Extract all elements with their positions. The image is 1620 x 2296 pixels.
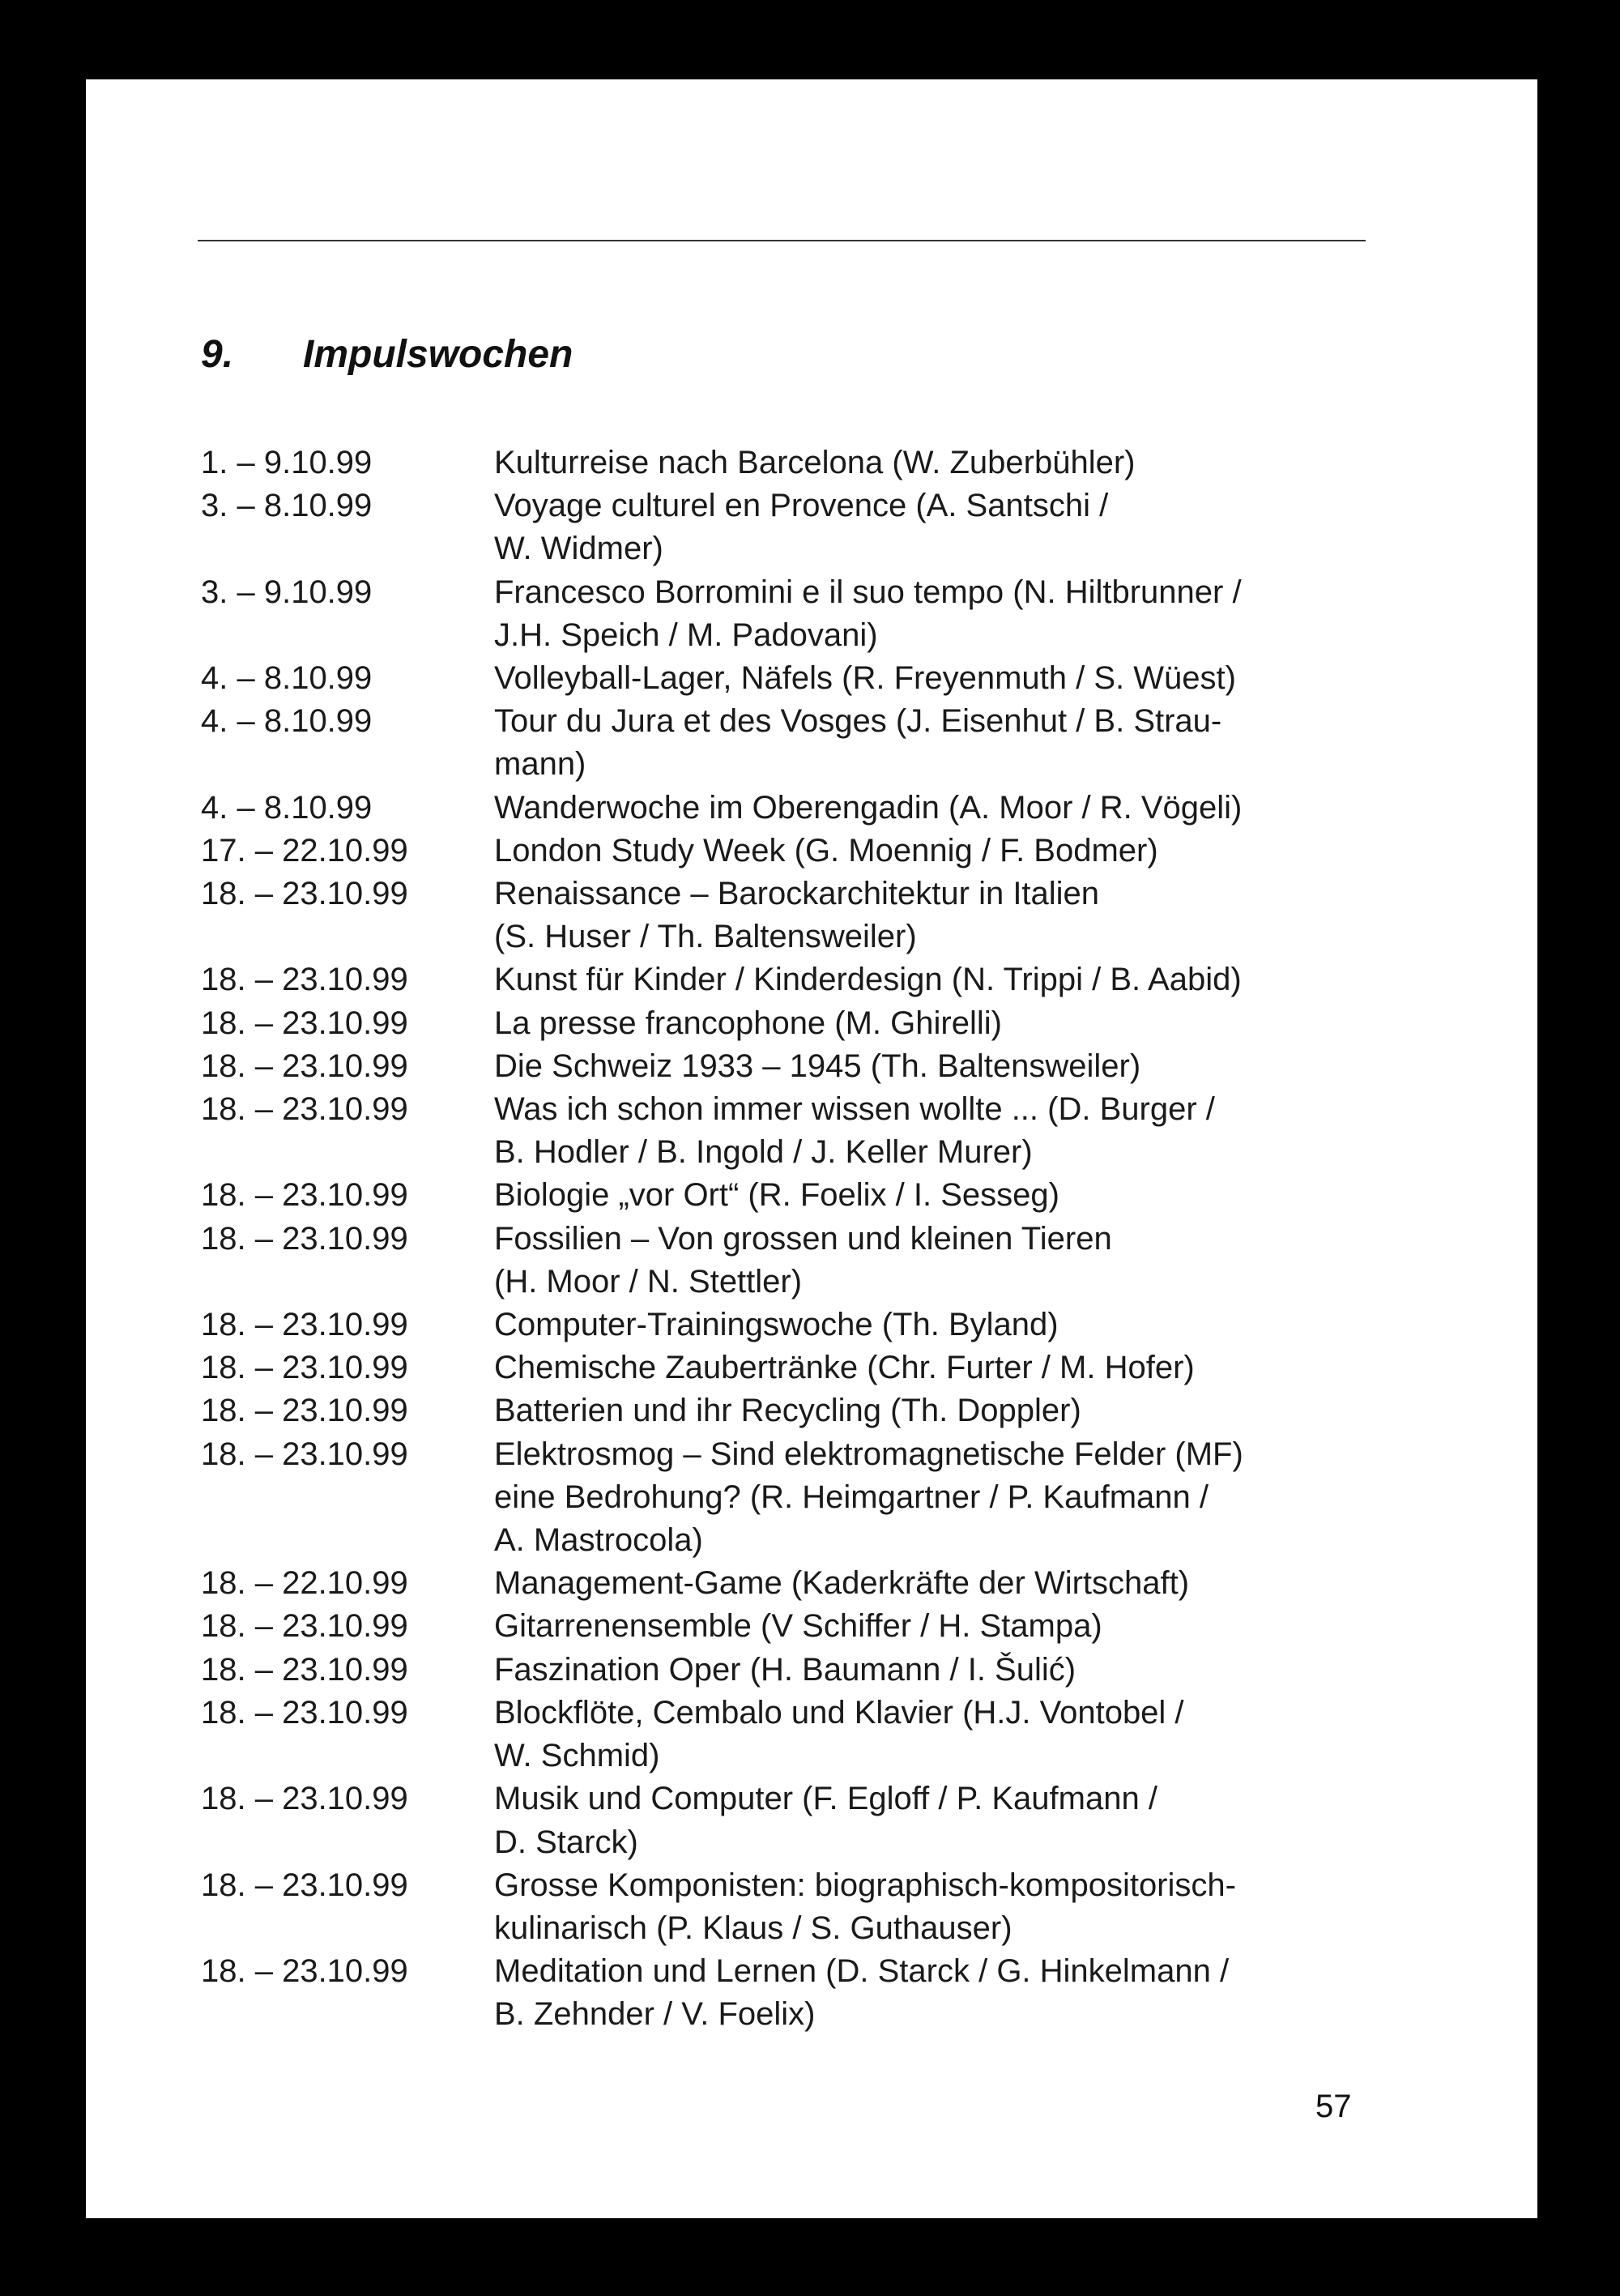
entry-description-line: Musik und Computer (F. Egloff / P. Kaufmann / [494,1781,1157,1817]
entry-date: 18. – 23.10.99 [201,1608,408,1645]
entry-date: 18. – 23.10.99 [201,1651,408,1688]
list-item [201,1864,1416,1950]
entry-description-line: Gitarrenensemble (V Schiffer / H. Stampa) [494,1608,1102,1645]
entry-description-line: Fossilien – Von grossen und kleinen Tieren [494,1220,1112,1257]
entry-description-line: La presse francophone (M. Ghirelli) [494,1005,1002,1041]
entry-description-line: Wanderwoche im Oberengadin (A. Moor / R. Vögeli) [494,789,1243,826]
entry-date: 3. – 8.10.99 [201,488,373,524]
entry-description-line: Biologie „vor Ort“ (R. Foelix / I. Sesseg) [494,1177,1059,1214]
entry-description [494,1389,1409,1432]
entry-description [494,1088,1409,1174]
entry-description-line: (S. Huser / Th. Baltensweiler) [494,919,917,955]
entry-list [201,442,1416,2037]
entry-description-line: Volleyball-Lager, Näfels (R. Freyenmuth / S. Wüest) [494,660,1236,697]
entry-description [494,787,1409,830]
list-item [201,1218,1416,1304]
entry-description [494,1864,1409,1950]
list-item [201,1950,1416,2036]
entry-description-line: Elektrosmog – Sind elektromagnetische Felder (MF) [494,1436,1243,1472]
entry-description [494,1002,1409,1045]
entry-description-line: Was ich schon immer wissen wollte ... (D. Burger / [494,1091,1215,1128]
list-item [201,1346,1416,1389]
entry-description-line: Blockflöte, Cembalo und Klavier (H.J. Vontobel / [494,1694,1184,1731]
entry-description-line: Management-Game (Kaderkräfte der Wirtschaft) [494,1565,1190,1602]
entry-date: 18. – 23.10.99 [201,1220,408,1257]
entry-date: 18. – 22.10.99 [201,1565,408,1602]
entry-date: 18. – 23.10.99 [201,962,408,998]
entry-description-line: Computer-Trainingswoche (Th. Byland) [494,1307,1059,1343]
entry-description [494,1562,1409,1605]
entry-date: 4. – 8.10.99 [201,660,373,697]
entry-description-line: Meditation und Lernen (D. Starck / G. Hinkelmann / [494,1953,1230,1990]
entry-description [494,1218,1409,1304]
list-item [201,1562,1416,1605]
list-item [201,1777,1416,1863]
list-item [201,958,1416,1001]
list-item [201,484,1416,570]
entry-date: 18. – 23.10.99 [201,1048,408,1084]
entry-date: 18. – 23.10.99 [201,1350,408,1386]
list-item [201,571,1416,657]
entry-description-line: Tour du Jura et des Vosges (J. Eisenhut / B. Strau- [494,703,1222,740]
entry-date: 18. – 23.10.99 [201,1393,408,1429]
entry-date: 18. – 23.10.99 [201,1436,408,1472]
entry-description [494,873,1409,958]
entry-description [494,1304,1409,1346]
list-item [201,1433,1416,1563]
entry-date: 4. – 8.10.99 [201,789,373,826]
list-item [201,1692,1416,1777]
entry-description [494,700,1409,786]
entry-date: 18. – 23.10.99 [201,1953,408,1990]
entry-description [494,1692,1409,1777]
entry-description [494,571,1409,657]
entry-description [494,958,1409,1001]
list-item [201,1389,1416,1432]
section-number: 9. [201,333,234,376]
entry-description [494,1649,1409,1692]
entry-description-line: J.H. Speich / M. Padovani) [494,617,878,653]
list-item [201,700,1416,786]
entry-description-line: A. Mastrocola) [494,1522,703,1559]
entry-description-line: Grosse Komponisten: biographisch-kompositorisch- [494,1867,1236,1903]
entry-description [494,1433,1409,1563]
list-item [201,442,1416,484]
entry-description [494,484,1409,570]
entry-description-line: (H. Moor / N. Stettler) [494,1263,803,1300]
entry-description [494,1045,1409,1088]
entry-date: 18. – 23.10.99 [201,1177,408,1214]
entry-description-line: B. Zehnder / V. Foelix) [494,1996,816,2033]
entry-description-line: Kulturreise nach Barcelona (W. Zuberbühler) [494,445,1136,480]
entry-description [494,1605,1409,1648]
list-item [201,1649,1416,1692]
entry-description-line: B. Hodler / B. Ingold / J. Keller Murer) [494,1134,1033,1171]
section-heading [201,332,573,377]
entry-description-line: eine Bedrohung? (R. Heimgartner / P. Kaufmann / [494,1479,1209,1515]
entry-description [494,442,1409,484]
entry-date: 18. – 23.10.99 [201,1091,408,1128]
entry-description [494,1174,1409,1217]
document-page [86,79,1537,2218]
entry-description-line: London Study Week (G. Moennig / F. Bodmer) [494,832,1158,868]
entry-date: 18. – 23.10.99 [201,876,408,912]
entry-description-line: D. Starck) [494,1824,638,1860]
list-item [201,1174,1416,1217]
entry-date: 3. – 9.10.99 [201,574,373,610]
list-item [201,1605,1416,1648]
entry-date: 1. – 9.10.99 [201,445,373,480]
list-item [201,657,1416,700]
list-item [201,787,1416,830]
page-number: 57 [1315,2089,1352,2124]
entry-date: 18. – 23.10.99 [201,1867,408,1903]
entry-description-line: Francesco Borromini e il suo tempo (N. Hiltbrunner / [494,574,1242,610]
entry-description [494,657,1409,700]
list-item [201,1088,1416,1174]
list-item [201,873,1416,958]
entry-description-line: kulinarisch (P. Klaus / S. Guthauser) [494,1910,1013,1946]
entry-description-line: Renaissance – Barockarchitektur in Italien [494,876,1100,912]
entry-description [494,1777,1409,1863]
entry-date: 17. – 22.10.99 [201,832,408,868]
entry-description-line: Faszination Oper (H. Baumann / I. Šulić) [494,1651,1076,1688]
entry-date: 18. – 23.10.99 [201,1781,408,1817]
entry-date: 4. – 8.10.99 [201,703,373,740]
list-item [201,1002,1416,1045]
entry-description-line: mann) [494,746,586,783]
entry-description-line: Batterien und ihr Recycling (Th. Doppler) [494,1393,1081,1429]
entry-description-line: W. Widmer) [494,531,663,567]
entry-description [494,830,1409,873]
entry-date: 18. – 23.10.99 [201,1694,408,1731]
entry-description [494,1950,1409,2036]
entry-description [494,1346,1409,1389]
entry-date: 18. – 23.10.99 [201,1005,408,1041]
header-rule [198,240,1366,241]
list-item [201,1304,1416,1346]
entry-description-line: W. Schmid) [494,1738,660,1774]
list-item [201,830,1416,873]
list-item [201,1045,1416,1088]
entry-description-line: Chemische Zaubertränke (Chr. Furter / M. Hofer) [494,1350,1195,1386]
entry-date: 18. – 23.10.99 [201,1307,408,1343]
section-title: Impulswochen [303,333,573,376]
entry-description-line: Kunst für Kinder / Kinderdesign (N. Trippi / B. Aabid) [494,962,1242,998]
entry-description-line: Voyage culturel en Provence (A. Santschi / [494,488,1109,524]
entry-description-line: Die Schweiz 1933 – 1945 (Th. Baltensweiler) [494,1048,1141,1084]
